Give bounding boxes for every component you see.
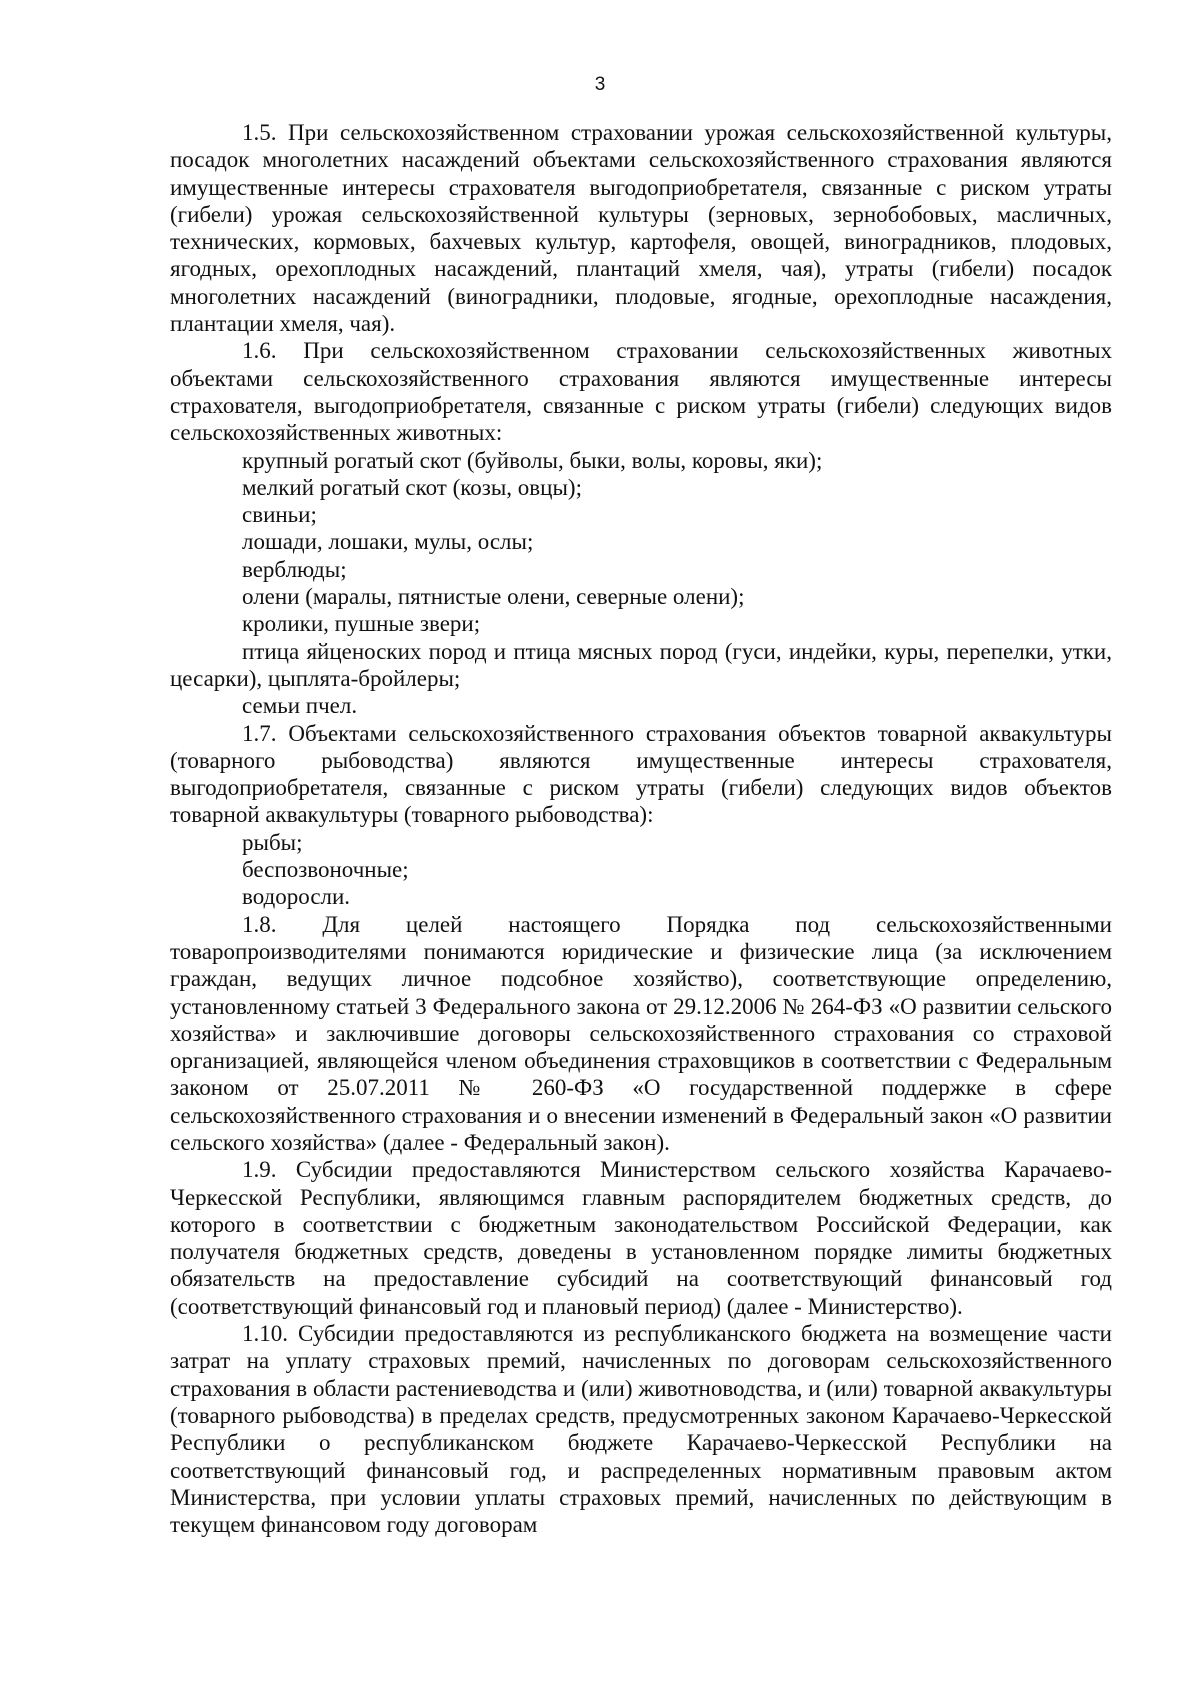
paragraph-1-8: 1.8. Для целей настоящего Порядка под сельскохозяйственными товаропроизводителями понимаются юридические и физические лица (за исключением граждан, ведущих личное подсобное хозяйство), соответствующие определению, установленному статьей 3 Федерального закона от 29.12.2006 № 264-ФЗ «О развитии сельского хозяйства» и заключившие договоры сельскохозяйственного страхования со страховой организацией, являющейся членом объединения страховщиков в соответствии с Федеральным законом от 25.07.2011 № 260-ФЗ «О государственной поддержке в сфере сельскохозяйственного страхования и о внесении изменений в Федеральный закон «О развитии сельского хозяйства» (далее - Федеральный закон). (170, 911, 1112, 1155)
animal-list-item: кролики, пушные звери; (242, 611, 481, 637)
paragraph-1-5: 1.5. При сельскохозяйственном страховании урожая сельскохозяйственной культуры, посадок многолетних насаждений объектами сельскохозяйственного страхования являются имущественные интересы страхователя выгодоприобретателя, связанные с риском утраты (гибели) урожая сельскохозяйственной культуры (зерновых, зернобобовых, масличных, технических, кормовых, бахчевых культур, картофеля, овощей, виноградников, плодовых, ягодных, орехоплодных насаждений, плантаций хмеля, чая), утраты (гибели) посадок многолетних насаждений (виноградники, плодовые, ягодные, орехоплодные насаждения, плантации хмеля, чая). (170, 120, 1112, 337)
animal-list-item: семьи пчел. (242, 693, 358, 719)
animal-list-item: мелкий рогатый скот (козы, овцы); (242, 474, 582, 500)
paragraph-1-6: 1.6. При сельскохозяйственном страховании сельскохозяйственных животных объектами сельскохозяйственного страхования являются имущественные интересы страхователя, выгодоприобретателя, связанные с риском утраты (гибели) следующих видов сельскохозяйственных животных: (170, 338, 1112, 446)
aquaculture-list-item: водоросли. (242, 884, 351, 910)
animal-list-item: верблюды; (242, 556, 347, 582)
animal-list-item: птица яйценоских пород и птица мясных пород (гуси, индейки, куры, перепелки, утки, цесарки), цыплята-бройлеры; (170, 638, 1112, 691)
animal-list-item: крупный рогатый скот (буйволы, быки, волы, коровы, яки); (242, 447, 823, 473)
aquaculture-list-item: беспозвоночные; (242, 857, 409, 883)
animal-list-item: лошади, лошаки, мулы, ослы; (242, 529, 534, 555)
paragraph-1-10: 1.10. Субсидии предоставляются из республиканского бюджета на возмещение части затрат на уплату страховых премий, начисленных по договорам сельскохозяйственного страхования в области растениеводства и (или) животноводства, и (или) товарной аквакультуры (товарного рыбоводства) в пределах средств, предусмотренных законом Карачаево-Черкесской Республики о республиканском бюджете Карачаево-Черкесской Республики на соответствующий финансовый год, и распределенных нормативным правовым актом Министерства, при условии уплаты страховых премий, начисленных по действующим в текущем финансовом году договорам (170, 1321, 1112, 1538)
aquaculture-list-item: рыбы; (242, 829, 303, 855)
paragraph-1-9: 1.9. Субсидии предоставляются Министерством сельского хозяйства Карачаево-Черкесской Республики, являющимся главным распорядителем бюджетных средств, до которого в соответствии с бюджетным законодательством Российской Федерации, как получателя бюджетных средств, доведены в установленном порядке лимиты бюджетных обязательств на предоставление субсидий на соответствующий финансовый год (соответствующий финансовый год и плановый период) (далее - Министерство). (170, 1157, 1112, 1319)
animal-list-item: олени (маралы, пятнистые олени, северные олени); (242, 584, 745, 610)
document-body (170, 119, 1112, 1538)
page-number: 3 (594, 74, 606, 95)
animal-list-item: свиньи; (242, 502, 317, 528)
paragraph-1-7: 1.7. Объектами сельскохозяйственного страхования объектов товарной аквакультуры (товарного рыбоводства) являются имущественные интересы страхователя, выгодоприобретателя, связанные с риском утраты (гибели) следующих видов объектов товарной аквакультуры (товарного рыбоводства): (170, 720, 1112, 828)
